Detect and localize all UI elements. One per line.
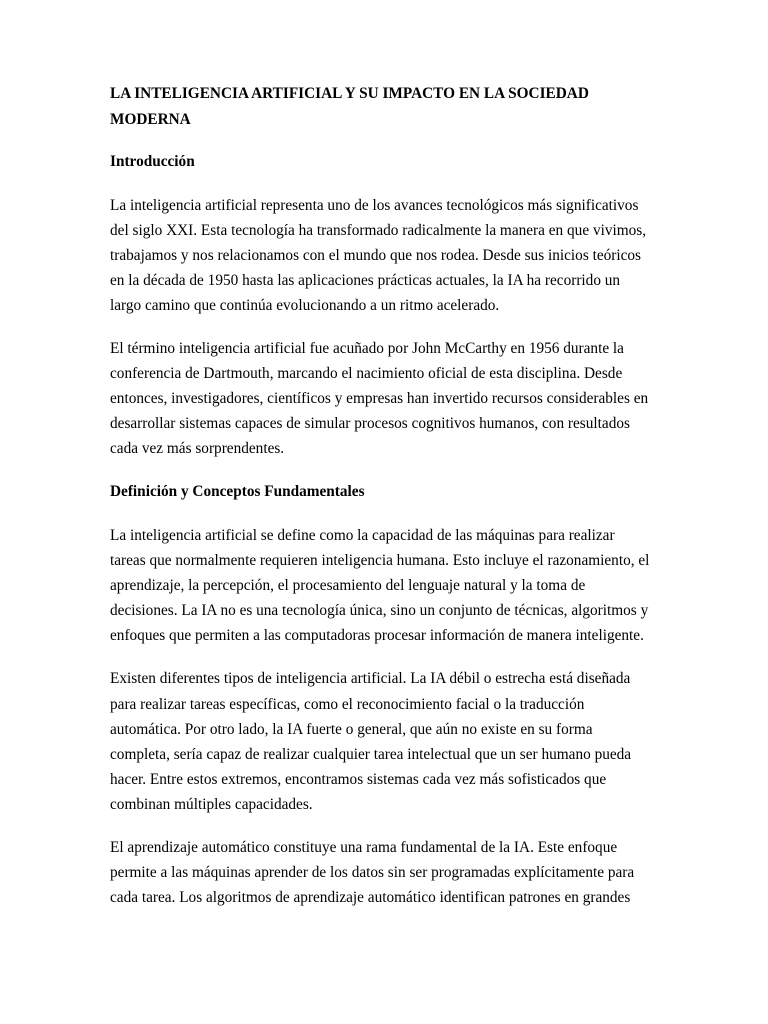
- document-body: [110, 81, 650, 928]
- title-line: MODERNA: [110, 110, 191, 128]
- text-line: desarrollar sistemas capaces de simular procesos cognitivos humanos, con resultados: [110, 415, 630, 433]
- text-line: El término inteligencia artificial fue acuñado por John McCarthy en 1956 durante la: [110, 339, 624, 357]
- text-line: del siglo XXI. Esta tecnología ha transformado radicalmente la manera en que vivimos,: [110, 221, 647, 239]
- text-line: para realizar tareas específicas, como el reconocimiento facial o la traducción: [110, 695, 585, 713]
- text-line: La inteligencia artificial representa uno de los avances tecnológicos más significativos: [110, 196, 639, 214]
- text-line: Existen diferentes tipos de inteligencia artificial. La IA débil o estrecha está diseñada: [110, 670, 631, 688]
- text-line: permite a las máquinas aprender de los datos sin ser programadas explícitamente para: [110, 864, 635, 882]
- section-heading-introduccion: Introducción: [110, 153, 195, 170]
- text-line: La inteligencia artificial se define como la capacidad de las máquinas para realizar: [110, 526, 615, 544]
- text-line: automática. Por otro lado, la IA fuerte o general, que aún no existe en su forma: [110, 720, 593, 738]
- paragraph: [110, 193, 647, 318]
- text-line: completa, sería capaz de realizar cualquier tarea intelectual que un ser humano pueda: [110, 745, 632, 763]
- text-line: cada tarea. Los algoritmos de aprendizaje automático identifican patrones en grandes: [110, 889, 631, 907]
- section-heading-definicion: Definición y Conceptos Fundamentales: [110, 483, 365, 501]
- text-line: largo camino que continúa evolucionando a un ritmo acelerado.: [110, 296, 500, 314]
- text-line: conferencia de Dartmouth, marcando el nacimiento oficial de esta disciplina. Desde: [110, 365, 623, 383]
- text-line: combinan múltiples capacidades.: [110, 795, 313, 813]
- text-line: entonces, investigadores, científicos y empresas han invertido recursos considerables en: [110, 390, 649, 408]
- title-line: LA INTELIGENCIA ARTIFICIAL Y SU IMPACTO EN LA SOCIEDAD: [110, 85, 589, 102]
- text-line: cada vez más sorprendentes.: [110, 440, 285, 458]
- text-line: trabajamos y nos relacionamos con el mundo que nos rodea. Desde sus inicios teóricos: [110, 246, 642, 264]
- text-line: aprendizaje, la percepción, el procesamiento del lenguaje natural y la toma de: [110, 577, 586, 595]
- text-line: El aprendizaje automático constituye una rama fundamental de la IA. Este enfoque: [110, 838, 618, 856]
- text-line: hacer. Entre estos extremos, encontramos sistemas cada vez más sofisticados que: [110, 770, 607, 788]
- text-line: decisiones. La IA no es una tecnología única, sino un conjunto de técnicas, algoritmos y: [110, 602, 649, 620]
- paragraph: [110, 336, 649, 461]
- paragraph: [110, 523, 650, 648]
- text-line: enfoques que permiten a las computadoras procesar información de manera inteligente.: [110, 627, 644, 645]
- paragraph: [110, 666, 634, 817]
- paragraph: [110, 835, 634, 910]
- text-line: tareas que normalmente requieren inteligencia humana. Esto incluye el razonamiento, el: [110, 552, 650, 570]
- document-title: [110, 81, 634, 132]
- text-line: en la década de 1950 hasta las aplicaciones prácticas actuales, la IA ha recorrido un: [110, 271, 621, 289]
